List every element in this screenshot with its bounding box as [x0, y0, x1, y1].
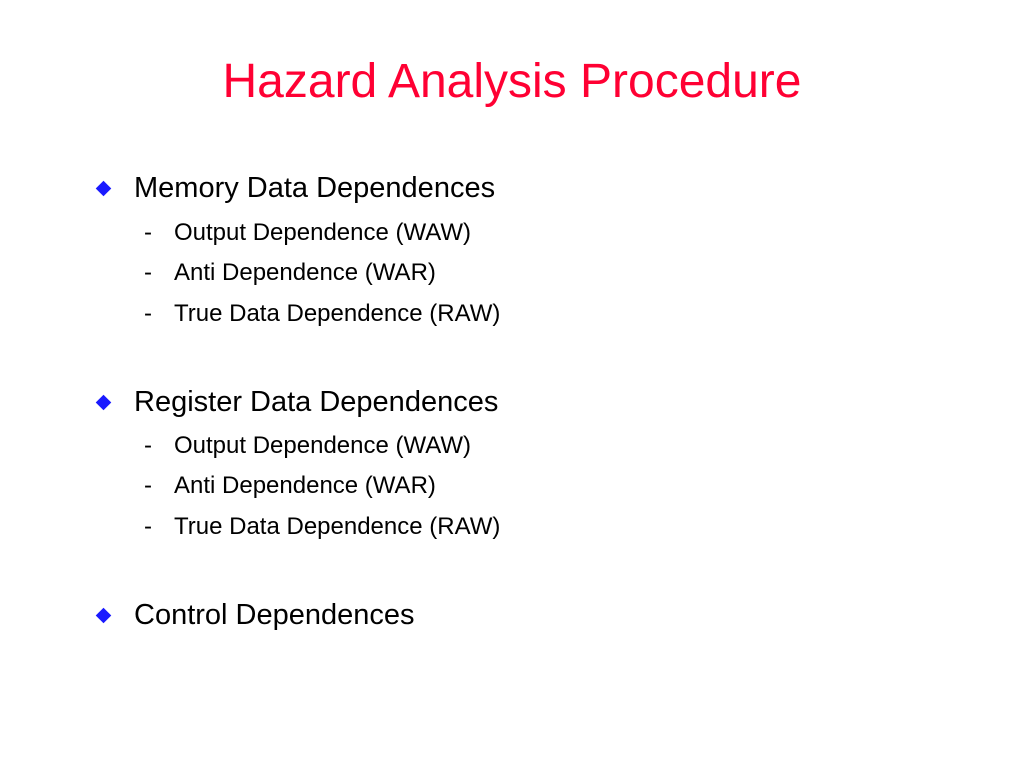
sub-item [144, 510, 500, 544]
bullet-control-dependences [94, 595, 415, 635]
sub-item-text: Anti Dependence (WAR) [174, 472, 436, 499]
bullet-label: Memory Data Dependences [134, 172, 496, 204]
diamond-bullet-icon [96, 180, 112, 196]
sub-item-text: Output Dependence (WAW) [174, 432, 472, 459]
sub-item [144, 216, 471, 250]
sub-item [144, 469, 436, 503]
dash-marker: - [144, 472, 152, 499]
dash-marker: - [144, 219, 152, 246]
sub-item-text: Output Dependence (WAW) [174, 219, 472, 246]
bullet-register-data-dependences [94, 382, 498, 422]
sub-item [144, 297, 500, 331]
bullet-label: Control Dependences [134, 599, 415, 631]
bullet-memory-data-dependences [94, 168, 495, 208]
sub-item [144, 429, 471, 463]
sub-item-text: Anti Dependence (WAR) [174, 259, 436, 286]
dash-marker: - [144, 432, 152, 459]
slide-title: Hazard Analysis Procedure [222, 55, 802, 108]
dash-marker: - [144, 259, 152, 286]
dash-marker: - [144, 513, 152, 540]
dash-marker: - [144, 300, 152, 327]
sub-item-text: True Data Dependence (RAW) [174, 513, 501, 540]
bullet-label: Register Data Dependences [134, 386, 499, 418]
diamond-bullet-icon [96, 394, 112, 410]
diamond-bullet-icon [96, 607, 112, 623]
sub-item-text: True Data Dependence (RAW) [174, 300, 501, 327]
sub-item [144, 256, 436, 290]
